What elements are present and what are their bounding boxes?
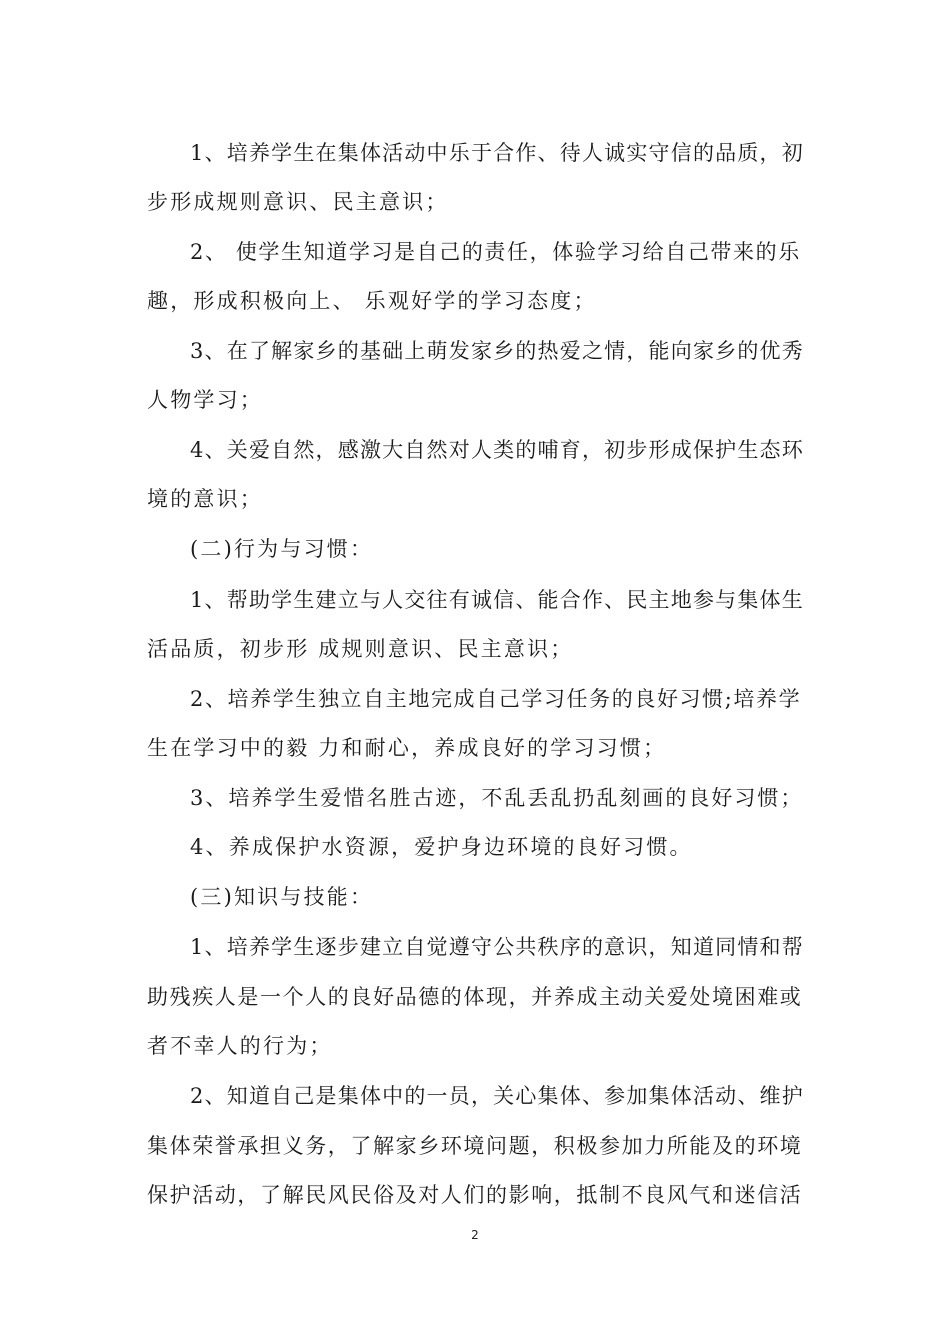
text-line: 1、培养学生逐步建立自觉遵守公共秩序的意识，知道同情和帮 — [190, 935, 804, 959]
text-line: 生在学习中的毅 力和耐心，养成良好的学习习惯； — [147, 736, 667, 760]
text-line: 助残疾人是一个人的良好品德的体现，并养成主动关爱处境困难或 — [147, 985, 803, 1009]
text-line: 步形成规则意识、民主意识； — [147, 190, 449, 214]
text-line: 2、 使学生知道学习是自己的责任，体验学习给自己带来的乐 — [190, 240, 801, 264]
section-heading: (二)行为与习惯： — [190, 537, 374, 561]
text-line: 3、培养学生爱惜名胜古迹，不乱丢乱扔乱刻画的良好习惯； — [190, 786, 804, 810]
text-line: 3、在了解家乡的基础上萌发家乡的热爱之情，能向家乡的优秀 — [190, 339, 804, 363]
text-line: 人物学习； — [147, 388, 263, 412]
text-line: 趣，形成积极向上、 乐观好学的学习态度； — [147, 289, 597, 313]
text-line: 境的意识； — [147, 487, 263, 511]
section-heading: (三)知识与技能： — [190, 885, 374, 909]
text-line: 者不幸人的行为； — [147, 1034, 333, 1058]
text-line: 2、知道自己是集体中的一员，关心集体、参加集体活动、维护 — [190, 1084, 804, 1108]
text-line: 1、帮助学生建立与人交往有诚信、能合作、民主地参与集体生 — [190, 588, 804, 612]
text-line: 4、关爱自然，感激大自然对人类的哺育，初步形成保护生态环 — [190, 438, 804, 462]
text-line: 集体荣誉承担义务，了解家乡环境问题，积极参加力所能及的环境 — [147, 1134, 803, 1158]
text-line: 1、培养学生在集体活动中乐于合作、待人诚实守信的品质，初 — [190, 141, 804, 165]
text-line: 保护活动，了解民风民俗及对人们的影响，抵制不良风气和迷信活 — [147, 1183, 803, 1207]
text-line: 活品质，初步形 成规则意识、民主意识； — [147, 637, 574, 661]
text-line: 2、培养学生独立自主地完成自己学习任务的良好习惯;培养学 — [190, 687, 802, 711]
text-line: 4、养成保护水资源，爱护身边环境的良好习惯。 — [190, 835, 693, 859]
page-number: 2 — [471, 1228, 479, 1242]
